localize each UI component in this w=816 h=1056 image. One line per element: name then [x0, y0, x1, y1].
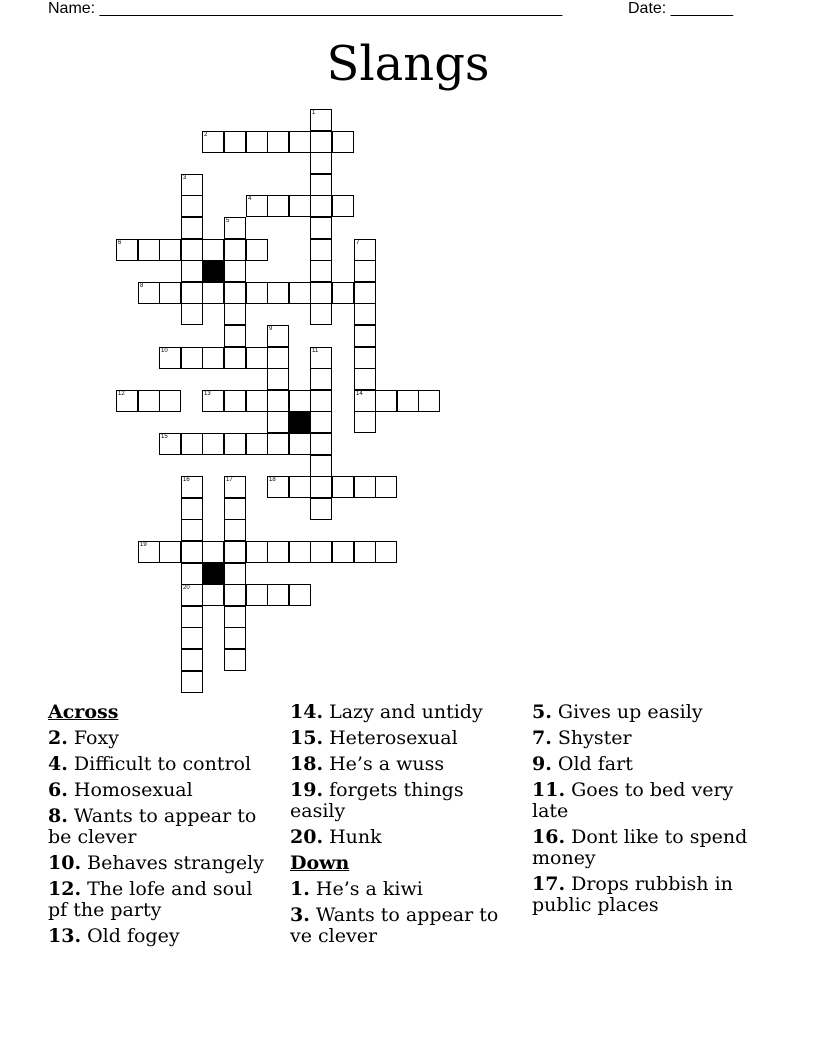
clue-across-15: 15. Heterosexual	[290, 727, 458, 749]
clue-across-6: 6. Homosexual	[48, 779, 193, 801]
clue-across-13: 13. Old fogey	[48, 925, 180, 947]
grid-cell[interactable]	[332, 541, 354, 563]
grid-cell[interactable]	[267, 390, 289, 412]
grid-cell[interactable]	[354, 368, 376, 390]
grid-cell[interactable]	[310, 368, 332, 390]
grid-cell[interactable]	[267, 476, 289, 498]
grid-cell[interactable]	[159, 239, 181, 261]
clue-number-20: 20	[183, 585, 190, 591]
grid-cell[interactable]	[181, 347, 203, 369]
grid-cell[interactable]	[354, 282, 376, 304]
clue-down-7: 7. Shyster	[532, 727, 632, 749]
clue-across-8: 8. Wants to appear to be clever	[48, 805, 257, 848]
grid-cell[interactable]	[116, 239, 138, 261]
grid-cell[interactable]	[375, 541, 397, 563]
clue-number-18: 18	[269, 477, 276, 483]
grid-cell[interactable]	[181, 260, 203, 282]
grid-cell[interactable]	[224, 606, 246, 628]
grid-cell[interactable]	[181, 476, 203, 498]
clue-across-18: 18. He’s a wuss	[290, 753, 445, 775]
grid-cell[interactable]	[267, 541, 289, 563]
date-field-label: Date: _______	[628, 0, 733, 17]
grid-cell[interactable]	[181, 563, 203, 585]
grid-cell[interactable]	[138, 282, 160, 304]
grid-cell[interactable]	[310, 411, 332, 433]
grid-cell[interactable]	[267, 325, 289, 347]
grid-cell[interactable]	[224, 390, 246, 412]
clue-down-9: 9. Old fart	[532, 753, 633, 775]
grid-cell[interactable]	[159, 390, 181, 412]
grid-cell[interactable]	[224, 563, 246, 585]
clue-number-14: 14	[356, 391, 363, 397]
clue-down-1: 1. He’s a kiwi	[290, 878, 423, 900]
grid-cell[interactable]	[224, 649, 246, 671]
grid-cell[interactable]	[289, 390, 311, 412]
grid-cell[interactable]	[181, 649, 203, 671]
grid-block-cell	[289, 411, 311, 433]
grid-cell[interactable]	[224, 131, 246, 153]
grid-cell[interactable]	[138, 390, 160, 412]
grid-cell[interactable]	[354, 303, 376, 325]
grid-cell[interactable]	[224, 627, 246, 649]
grid-cell[interactable]	[159, 347, 181, 369]
page-title: Slangs	[326, 36, 490, 92]
grid-cell[interactable]	[181, 239, 203, 261]
grid-cell[interactable]	[181, 606, 203, 628]
grid-cell[interactable]	[354, 239, 376, 261]
grid-cell[interactable]	[116, 390, 138, 412]
grid-cell[interactable]	[202, 347, 224, 369]
grid-cell[interactable]	[289, 584, 311, 606]
clue-number-6: 6	[118, 240, 122, 246]
clue-across-4: 4. Difficult to control	[48, 753, 252, 775]
grid-cell[interactable]	[310, 239, 332, 261]
grid-cell[interactable]	[354, 325, 376, 347]
grid-cell[interactable]	[224, 282, 246, 304]
grid-cell[interactable]	[159, 433, 181, 455]
clue-number-15: 15	[161, 434, 168, 440]
grid-cell[interactable]	[332, 131, 354, 153]
clue-down-16: 16. Dont like to spend money	[532, 826, 748, 869]
grid-cell[interactable]	[202, 390, 224, 412]
name-field-label: Name: ____________________________________________________	[48, 0, 563, 17]
grid-cell[interactable]	[310, 131, 332, 153]
grid-cell[interactable]	[310, 109, 332, 131]
clue-number-1: 1	[312, 110, 316, 116]
clue-number-13: 13	[204, 391, 211, 397]
grid-cell[interactable]	[181, 671, 203, 693]
grid-cell[interactable]	[246, 390, 268, 412]
clue-number-9: 9	[269, 326, 273, 332]
grid-cell[interactable]	[310, 455, 332, 477]
grid-cell[interactable]	[202, 239, 224, 261]
clue-down-5: 5. Gives up easily	[532, 701, 703, 723]
grid-cell[interactable]	[267, 282, 289, 304]
grid-cell[interactable]	[310, 217, 332, 239]
clue-down-11: 11. Goes to bed very late	[532, 779, 734, 822]
grid-cell[interactable]	[202, 541, 224, 563]
clue-number-5: 5	[226, 218, 230, 224]
clue-across-14: 14. Lazy and untidy	[290, 701, 483, 723]
grid-cell[interactable]	[224, 541, 246, 563]
grid-cell[interactable]	[354, 541, 376, 563]
grid-cell[interactable]	[181, 541, 203, 563]
grid-cell[interactable]	[224, 519, 246, 541]
grid-cell[interactable]	[224, 584, 246, 606]
clue-column-1	[48, 702, 270, 952]
grid-cell[interactable]	[224, 433, 246, 455]
grid-cell[interactable]	[354, 476, 376, 498]
grid-cell[interactable]	[224, 239, 246, 261]
grid-cell[interactable]	[397, 390, 419, 412]
grid-cell[interactable]	[354, 260, 376, 282]
clue-number-4: 4	[248, 196, 252, 202]
across-heading: Across	[48, 701, 119, 723]
grid-cell[interactable]	[354, 347, 376, 369]
clue-across-12: 12. The lofe and soul pf the party	[48, 878, 253, 921]
grid-cell[interactable]	[181, 519, 203, 541]
grid-cell[interactable]	[418, 390, 440, 412]
grid-cell[interactable]	[310, 433, 332, 455]
clue-number-10: 10	[161, 348, 168, 354]
grid-cell[interactable]	[310, 541, 332, 563]
grid-cell[interactable]	[267, 433, 289, 455]
grid-cell[interactable]	[224, 325, 246, 347]
grid-cell[interactable]	[202, 433, 224, 455]
grid-cell[interactable]	[138, 239, 160, 261]
grid-cell[interactable]	[267, 131, 289, 153]
grid-cell[interactable]	[267, 368, 289, 390]
grid-cell[interactable]	[246, 239, 268, 261]
grid-cell[interactable]	[267, 195, 289, 217]
grid-cell[interactable]	[246, 541, 268, 563]
grid-cell[interactable]	[332, 195, 354, 217]
grid-cell[interactable]	[181, 584, 203, 606]
grid-cell[interactable]	[310, 152, 332, 174]
grid-cell[interactable]	[181, 498, 203, 520]
grid-cell[interactable]	[289, 195, 311, 217]
clue-number-8: 8	[140, 283, 144, 289]
grid-cell[interactable]	[310, 303, 332, 325]
grid-cell[interactable]	[267, 347, 289, 369]
grid-cell[interactable]	[289, 433, 311, 455]
grid-cell[interactable]	[181, 627, 203, 649]
grid-cell[interactable]	[181, 174, 203, 196]
grid-cell[interactable]	[332, 476, 354, 498]
grid-cell[interactable]	[246, 433, 268, 455]
clue-number-2: 2	[204, 132, 208, 138]
grid-block-cell	[202, 563, 224, 585]
clue-number-3: 3	[183, 175, 187, 181]
grid-cell[interactable]	[375, 390, 397, 412]
grid-cell[interactable]	[375, 476, 397, 498]
grid-cell[interactable]	[181, 433, 203, 455]
grid-cell[interactable]	[181, 282, 203, 304]
grid-cell[interactable]	[310, 195, 332, 217]
grid-cell[interactable]	[246, 131, 268, 153]
grid-cell[interactable]	[202, 282, 224, 304]
grid-cell[interactable]	[310, 498, 332, 520]
grid-cell[interactable]	[267, 411, 289, 433]
grid-cell[interactable]	[246, 282, 268, 304]
grid-cell[interactable]	[310, 476, 332, 498]
grid-cell[interactable]	[310, 282, 332, 304]
clue-down-3: 3. Wants to appear to ve clever	[290, 904, 499, 947]
clue-number-11: 11	[312, 348, 319, 354]
clue-across-10: 10. Behaves strangely	[48, 852, 264, 874]
grid-cell[interactable]	[310, 390, 332, 412]
grid-cell[interactable]	[289, 282, 311, 304]
down-heading: Down	[290, 852, 350, 874]
clue-column-3	[532, 702, 762, 921]
grid-cell[interactable]	[310, 260, 332, 282]
grid-cell[interactable]	[224, 498, 246, 520]
grid-cell[interactable]	[289, 541, 311, 563]
grid-cell[interactable]	[181, 195, 203, 217]
clue-number-17: 17	[226, 477, 233, 483]
grid-cell[interactable]	[289, 131, 311, 153]
clue-down-17: 17. Drops rubbish in public places	[532, 873, 733, 916]
grid-block-cell	[202, 260, 224, 282]
grid-cell[interactable]	[202, 131, 224, 153]
grid-cell[interactable]	[138, 541, 160, 563]
grid-cell[interactable]	[181, 303, 203, 325]
grid-cell[interactable]	[246, 584, 268, 606]
clue-across-19: 19. forgets things easily	[290, 779, 464, 822]
grid-cell[interactable]	[354, 411, 376, 433]
clue-column-2	[290, 702, 512, 952]
clue-number-7: 7	[356, 240, 360, 246]
clue-across-2: 2. Foxy	[48, 727, 119, 749]
grid-cell[interactable]	[332, 282, 354, 304]
grid-cell[interactable]	[310, 174, 332, 196]
grid-cell[interactable]	[224, 303, 246, 325]
grid-cell[interactable]	[224, 260, 246, 282]
grid-cell[interactable]	[159, 541, 181, 563]
grid-cell[interactable]	[181, 217, 203, 239]
grid-cell[interactable]	[224, 217, 246, 239]
grid-cell[interactable]	[224, 476, 246, 498]
clue-number-19: 19	[140, 542, 147, 548]
grid-cell[interactable]	[354, 390, 376, 412]
grid-cell[interactable]	[289, 476, 311, 498]
grid-cell[interactable]	[267, 584, 289, 606]
grid-cell[interactable]	[224, 347, 246, 369]
clue-number-16: 16	[183, 477, 190, 483]
grid-cell[interactable]	[159, 282, 181, 304]
grid-cell[interactable]	[310, 347, 332, 369]
grid-cell[interactable]	[246, 195, 268, 217]
grid-cell[interactable]	[202, 584, 224, 606]
clue-across-20: 20. Hunk	[290, 826, 382, 848]
grid-cell[interactable]	[246, 347, 268, 369]
clue-number-12: 12	[118, 391, 125, 397]
